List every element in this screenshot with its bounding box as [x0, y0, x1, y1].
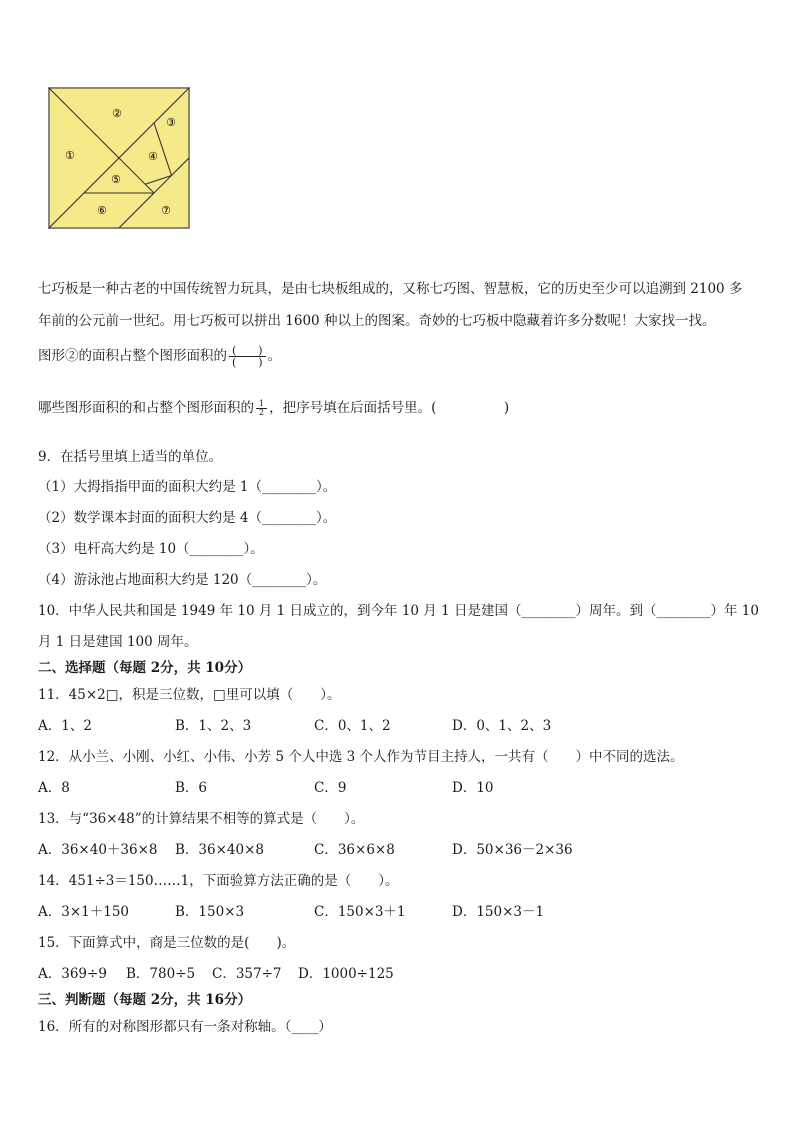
q11-option-a[interactable]: A．1、2	[38, 718, 92, 734]
tangram-label-2: ②	[112, 107, 122, 120]
question-half-area	[38, 398, 509, 418]
fraction-numerator: 1	[256, 400, 267, 409]
q16-stem[interactable]: 16．所有的对称图形都只有一条对称轴。（____）	[38, 1019, 332, 1035]
q11-option-b[interactable]: B．1、2、3	[175, 718, 252, 734]
q9-title: 9．在括号里填上适当的单位。	[38, 449, 223, 465]
q11-stem: 11．45×2□，积是三位数，□里可以填（ ）。	[38, 687, 341, 703]
tangram-label-4: ④	[148, 150, 158, 163]
q13-stem: 13．与“36×48”的计算结果不相等的算式是（ ）。	[38, 811, 365, 827]
intro-line-2: 年前的公元前一世纪。用七巧板可以拼出 1600 种以上的图案。奇妙的七巧板中隐藏着许多分数呢！大家找一找。	[38, 313, 716, 329]
q15-option-d[interactable]: D．1000÷125	[298, 966, 394, 982]
fraction-one-half	[256, 400, 267, 417]
question-half-suffix[interactable]: ，把序号填在后面括号里。( )	[269, 400, 510, 416]
q11-option-c[interactable]: C．0、1、2	[314, 718, 391, 734]
q9-item-1[interactable]: （1）大拇指指甲面的面积大约是 1（________）。	[38, 479, 337, 495]
q10-line-1[interactable]: 10．中华人民共和国是 1949 年 10 月 1 日成立的，到今年 10 月 1 日是建国（________）周年。到（________）年 10	[38, 603, 759, 619]
q11-option-d[interactable]: D．0、1、2、3	[452, 718, 552, 734]
q15-option-a[interactable]: A．369÷9	[38, 966, 107, 982]
q12-option-b[interactable]: B．6	[175, 780, 208, 796]
q13-option-b[interactable]: B．36×40×8	[175, 842, 264, 858]
question-area-2-prefix: 图形②的面积占整个图形面积的	[38, 348, 227, 364]
q15-option-c[interactable]: C．357÷7	[212, 966, 282, 982]
tangram-label-3: ③	[166, 116, 176, 129]
q12-stem: 12．从小兰、小刚、小红、小伟、小芳 5 个人中选 3 个人作为节目主持人，一共有（ ）中不同的选法。	[38, 749, 684, 765]
q9-item-2[interactable]: （2）数学课本封面的面积大约是 4（________）。	[38, 510, 337, 526]
answer-fraction-blank[interactable]	[229, 345, 266, 368]
tangram-label-7: ⑦	[161, 204, 171, 217]
tangram-figure	[48, 87, 190, 229]
q13-option-c[interactable]: C．36×6×8	[314, 842, 395, 858]
tangram-label-6: ⑥	[97, 204, 107, 217]
q12-option-d[interactable]: D．10	[452, 780, 494, 796]
q15-option-b[interactable]: B．780÷5	[126, 966, 196, 982]
section-2-title: 二、选择题（每题 2分，共 10分）	[38, 660, 252, 676]
q12-option-a[interactable]: A．8	[38, 780, 70, 796]
q14-option-a[interactable]: A．3×1＋150	[38, 904, 130, 920]
q12-option-c[interactable]: C．9	[314, 780, 347, 796]
q10-line-2: 月 1 日是建国 100 周年。	[38, 634, 198, 650]
intro-line-1: 七巧板是一种古老的中国传统智力玩具，是由七块板组成的，又称七巧图、智慧板，它的历史至少可以追溯到 2100 多	[38, 281, 743, 297]
q15-stem: 15．下面算式中，商是三位数的是( )。	[38, 935, 296, 951]
tangram-label-5: ⑤	[111, 173, 121, 186]
q14-option-c[interactable]: C．150×3＋1	[314, 904, 406, 920]
question-area-2	[38, 345, 281, 368]
fraction-denominator-blank: ( )	[232, 356, 263, 369]
q13-option-a[interactable]: A．36×40＋36×8	[38, 842, 158, 858]
section-3-title: 三、判断题（每题 2分，共 16分）	[38, 992, 252, 1008]
q9-item-3[interactable]: （3）电杆高大约是 10（________）。	[38, 541, 264, 557]
tangram-label-1: ①	[65, 149, 75, 162]
q14-option-d[interactable]: D．150×3－1	[452, 904, 545, 920]
q14-stem: 14．451÷3＝150……1，下面验算方法正确的是（ ）。	[38, 873, 399, 889]
question-half-prefix: 哪些图形面积的和占整个图形面积的	[38, 400, 254, 416]
q9-item-4[interactable]: （4）游泳池占地面积大约是 120（________）。	[38, 572, 327, 588]
fraction-denominator: 2	[259, 408, 265, 417]
q13-option-d[interactable]: D．50×36－2×36	[452, 842, 573, 858]
q14-option-b[interactable]: B．150×3	[175, 904, 245, 920]
question-area-2-suffix: 。	[267, 348, 282, 364]
fraction-numerator-blank: ( )	[229, 345, 266, 357]
